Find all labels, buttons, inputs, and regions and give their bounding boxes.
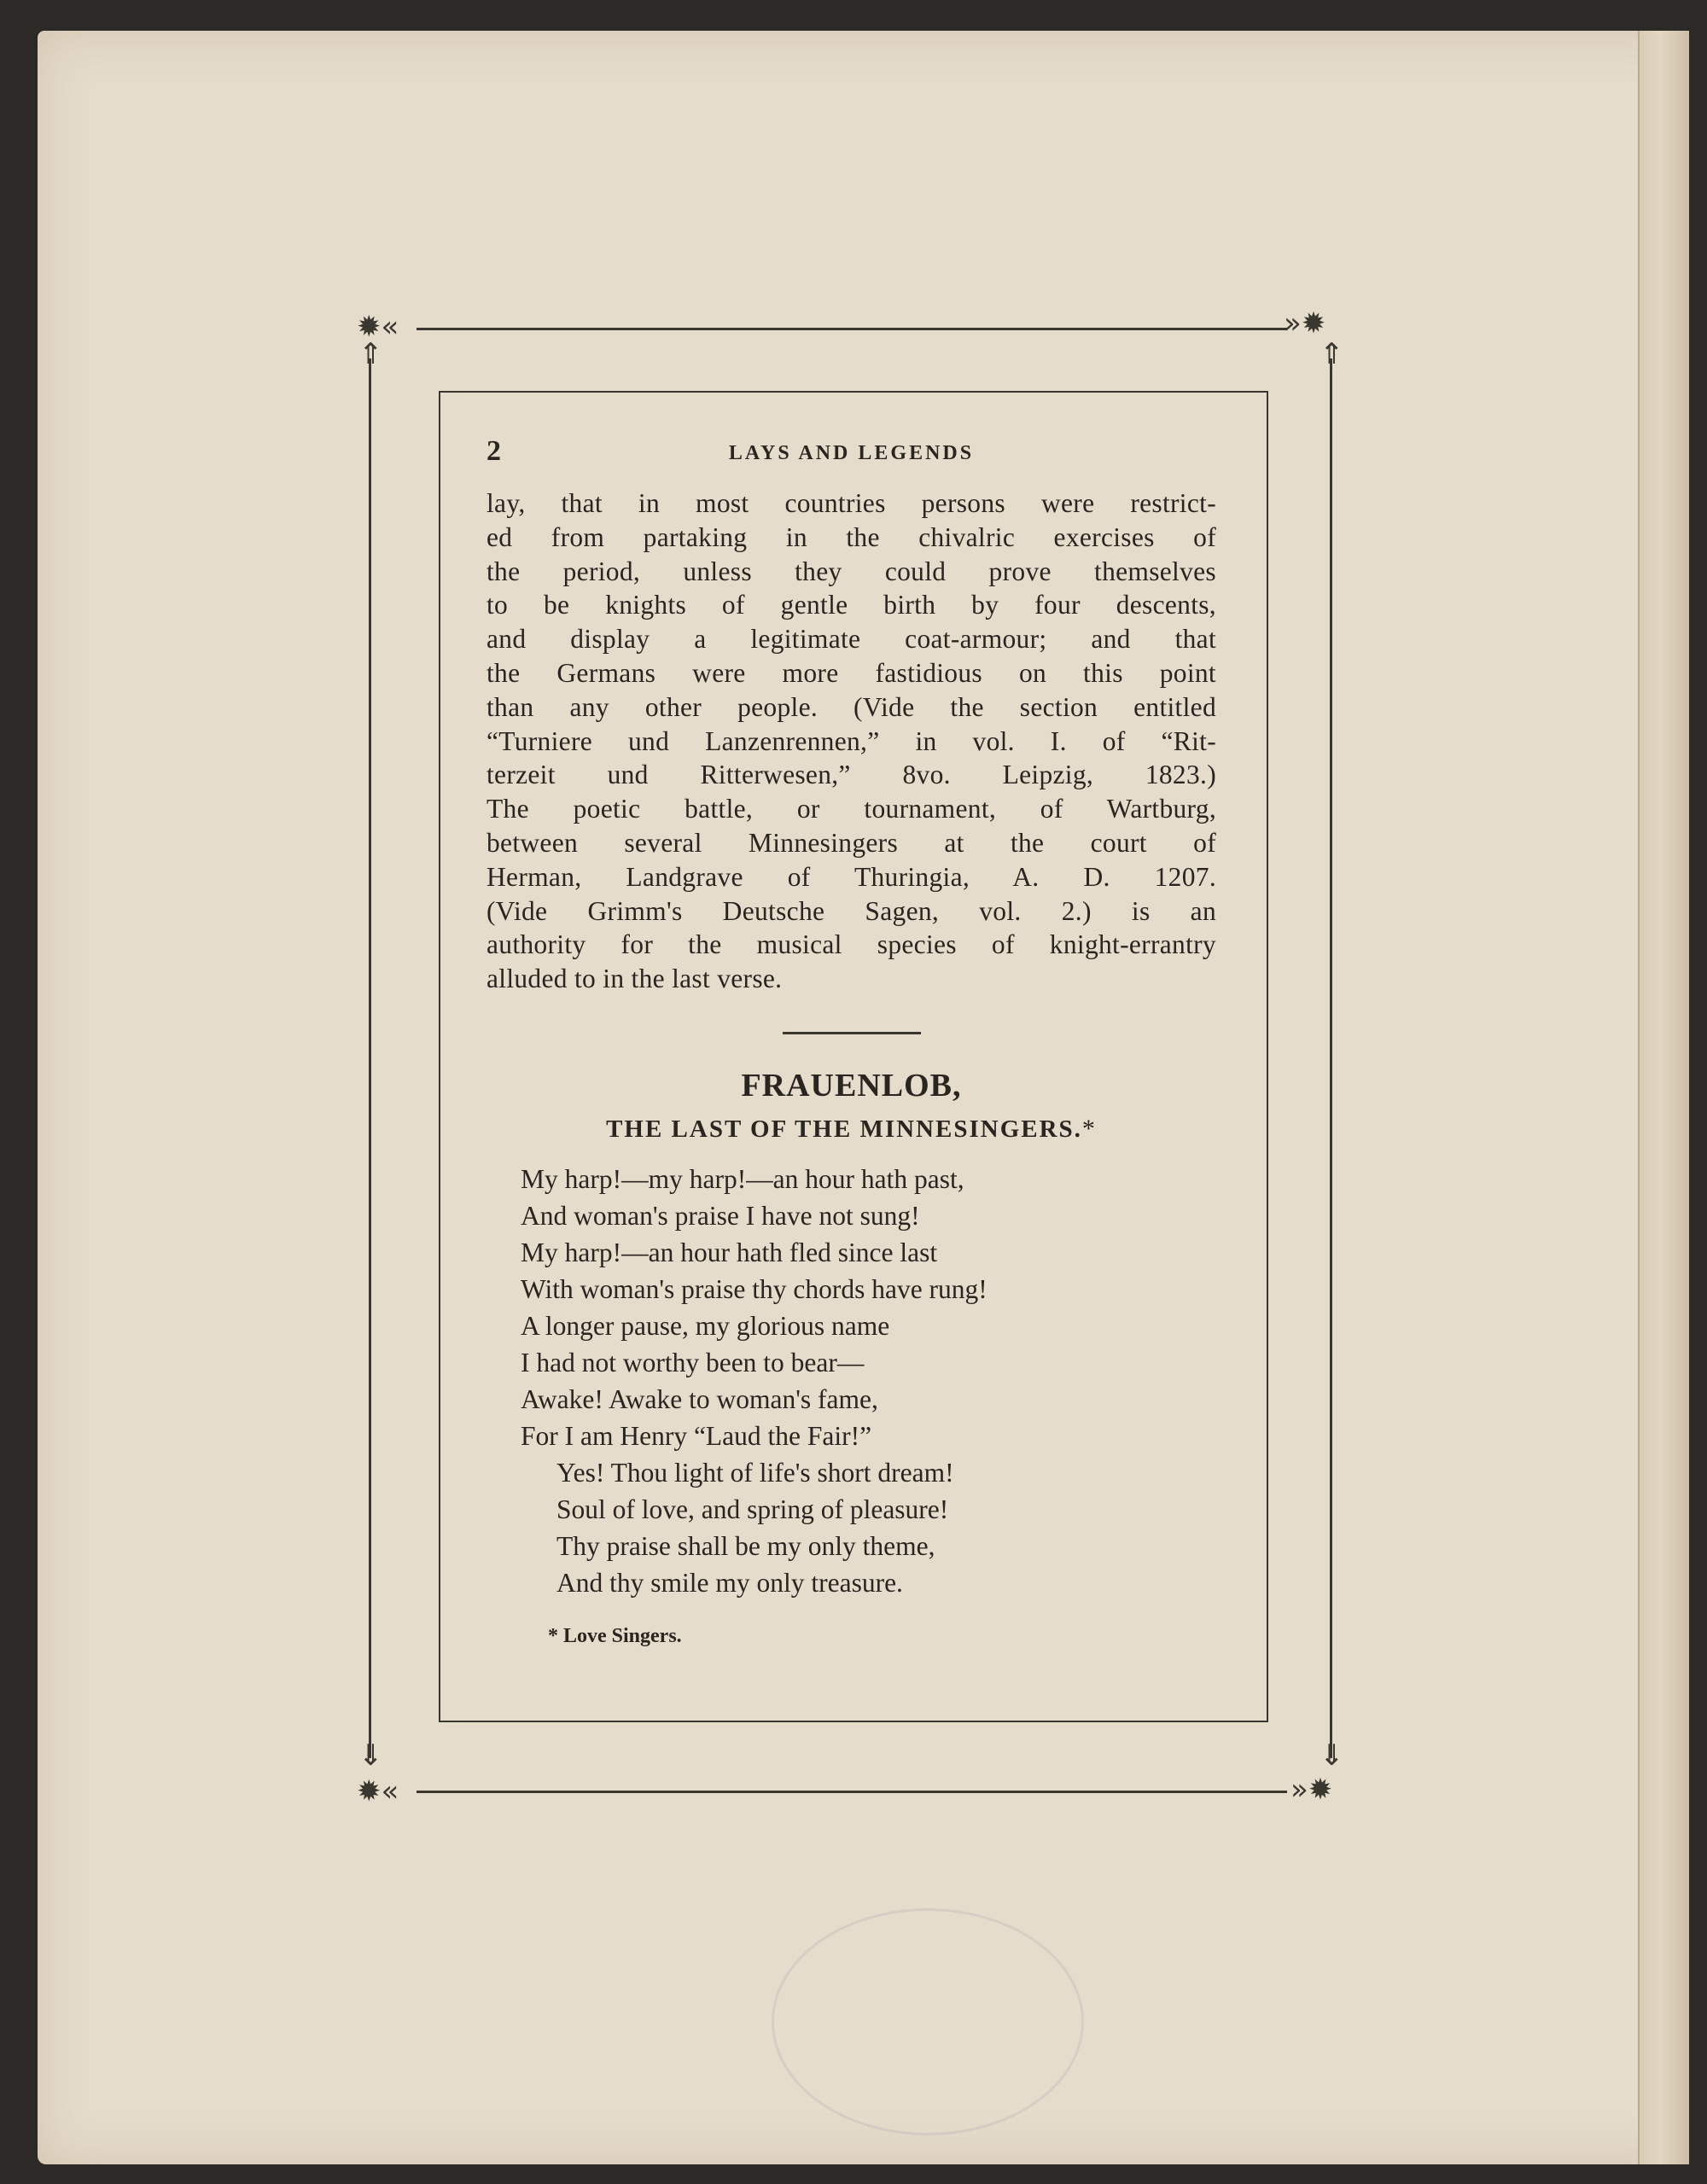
arrow-down-right-icon: ⇓ [1320,1738,1344,1773]
text-line: lay, that in most countries persons were restrict- [486,488,1216,518]
text-line: ed from partaking in the chivalric exercises of [486,521,1216,552]
poem-line: My harp!—an hour hath fled since last [521,1237,938,1267]
frame-top-rule [417,328,1287,330]
text-line: authority for the musical species of knight-errantry [486,929,1216,960]
section-divider [783,1032,921,1034]
poem-refrain-line: And thy smile my only treasure. [556,1567,903,1598]
ornament-top-right-icon: »✹ [1284,306,1326,341]
text-line: the period, unless they could prove themselves [486,556,1216,586]
poem-line: A longer pause, my glorious name [521,1310,890,1341]
text-line: alluded to in the last verse. [486,964,783,994]
text-line: between several Minnesingers at the court of [486,827,1216,858]
poem-line: My harp!—my harp!—an hour hath past, [521,1163,964,1194]
page-content [486,435,1216,1648]
poem-subtitle-text: THE LAST OF THE MINNESINGERS. [606,1115,1082,1143]
arrow-up-right-icon: ⇑ [1320,337,1344,371]
ornament-top-left-icon: ✹« [357,310,399,344]
arrow-up-left-icon: ⇑ [358,337,383,371]
text-line: The poetic battle, or tournament, of Wartburg, [486,794,1216,824]
page-edge [1638,31,1689,2164]
text-line: than any other people. (Vide the section entitled [486,691,1216,722]
text-line: (Vide Grimm's Deutsche Sagen, vol. 2.) is an [486,895,1216,926]
paper-stain [772,1908,1084,2135]
page-header [486,435,1216,486]
text-line: Herman, Landgrave of Thuringia, A. D. 1207. [486,861,1216,892]
arrow-down-left-icon: ⇓ [358,1738,383,1773]
page-number: 2 [486,435,501,467]
text-line: to be knights of gentle birth by four descents, [486,590,1216,620]
poem-line: Awake! Awake to woman's fame, [521,1383,878,1414]
poem-title: FRAUENLOB, [741,1067,962,1104]
poem-line: For I am Henry “Laud the Fair!” [521,1420,872,1451]
text-line: “Turniere und Lanzenrennen,” in vol. I. of “Rit- [486,725,1216,756]
poem-subtitle [486,1115,1216,1144]
running-head: LAYS AND LEGENDS [728,442,975,464]
poem-refrain-line: Thy praise shall be my only theme, [556,1530,935,1561]
text-line: and display a legitimate coat-armour; and that [486,624,1216,655]
poem-line: I had not worthy been to bear— [521,1347,865,1377]
poem-refrain-line: Yes! Thou light of life's short dream! [556,1457,954,1488]
text-line: terzeit und Ritterwesen,” 8vo. Leipzig, 1823.) [486,760,1216,790]
frame-left-rule [369,358,371,1758]
poem-body [486,1161,1216,1601]
footnote: * Love Singers. [548,1624,682,1647]
ornament-bottom-right-icon: »✹ [1290,1773,1333,1807]
text-line: the Germans were more fastidious on this point [486,657,1216,688]
frame-bottom-rule [417,1791,1287,1793]
poem-line: With woman's praise thy chords have rung! [521,1273,987,1304]
poem-line: And woman's praise I have not sung! [521,1200,920,1231]
poem-refrain-line: Soul of love, and spring of pleasure! [556,1494,949,1524]
body-paragraph [486,486,1216,996]
ornament-bottom-left-icon: ✹« [357,1774,399,1808]
frame-right-rule [1330,358,1332,1758]
footnote-mark: * [1081,1114,1097,1143]
